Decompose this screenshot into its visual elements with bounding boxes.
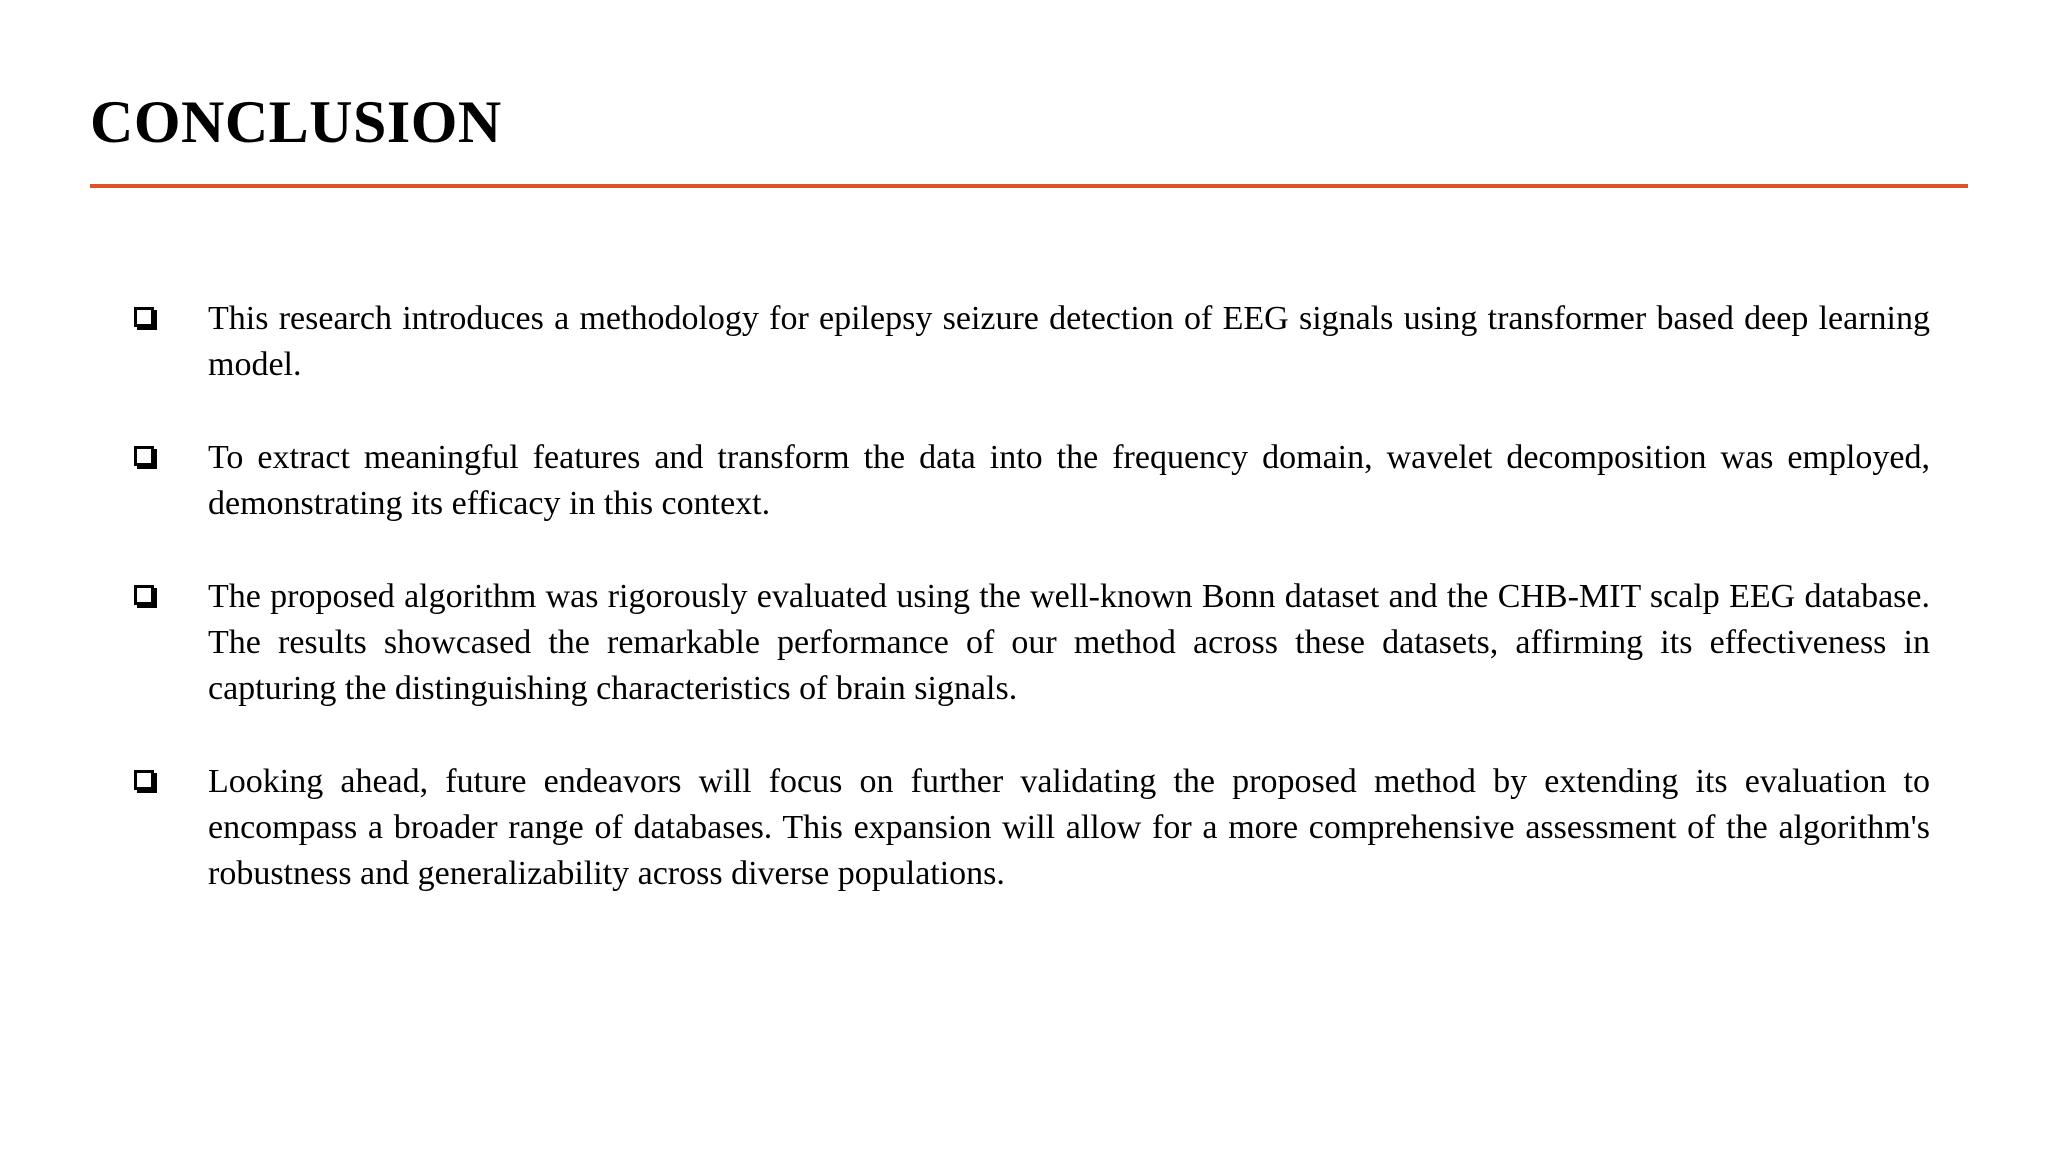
- title-underline: [90, 184, 1968, 188]
- list-item: [130, 574, 1930, 712]
- list-item: [130, 435, 1930, 527]
- hollow-square-icon: [134, 307, 154, 327]
- hollow-square-icon: [134, 585, 154, 605]
- bullet-text: This research introduces a methodology for epilepsy seizure detection of EEG signals using transformer based deep learning model.: [208, 300, 1930, 383]
- bullet-text: Looking ahead, future endeavors will focus on further validating the proposed method by extending its evaluation to encompass a broader range of databases. This expansion will allow for a more comprehensive assessment of the algorithm's robustness and generalizability across diverse populations.: [208, 763, 1930, 892]
- hollow-square-icon: [134, 770, 154, 790]
- bullet-list: [130, 296, 1930, 944]
- bullet-text: The proposed algorithm was rigorously evaluated using the well-known Bonn dataset and the CHB-MIT scalp EEG database. The results showcased the remarkable performance of our method across these datasets, affirming its effectiveness in capturing the distinguishing characteristics of brain signals.: [208, 578, 1930, 707]
- hollow-square-icon: [134, 446, 154, 466]
- list-item: [130, 296, 1930, 388]
- list-item: [130, 759, 1930, 897]
- bullet-text: To extract meaningful features and transform the data into the frequency domain, wavelet decomposition was employed, demonstrating its efficacy in this context.: [208, 439, 1930, 522]
- slide-title: CONCLUSION: [90, 89, 502, 155]
